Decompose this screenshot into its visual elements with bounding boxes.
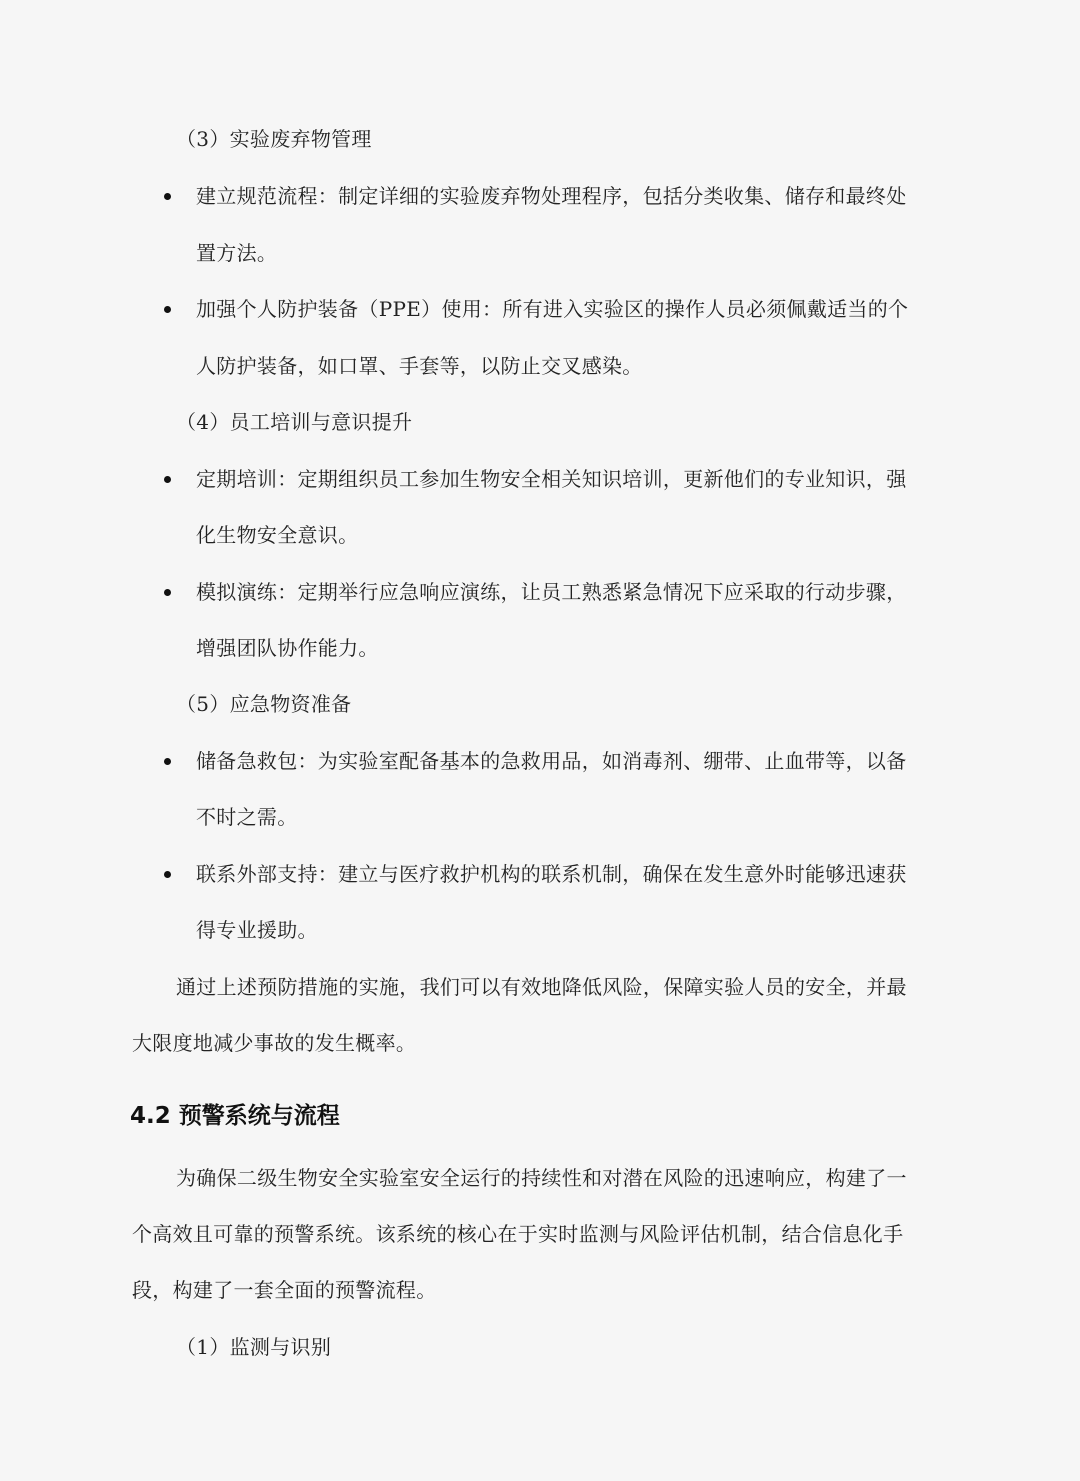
list-item-line: 得专业援助。 (196, 918, 318, 942)
section-4-title: （4）员工培训与意识提升 (176, 410, 413, 434)
section-3-title: （3）实验废弃物管理 (176, 127, 372, 151)
list-item-line: 储备急救包：为实验室配备基本的急救用品，如消毒剂、绷带、止血带等，以备 (196, 749, 907, 773)
list-item-line: 增强团队协作能力。 (196, 636, 379, 660)
intro-paragraph-line: 段，构建了一套全面的预警流程。 (132, 1278, 437, 1302)
list-item-line: 人防护装备，如口罩、手套等，以防止交叉感染。 (196, 354, 643, 378)
intro-paragraph-line: 为确保二级生物安全实验室安全运行的持续性和对潜在风险的迅速响应，构建了一 (176, 1166, 907, 1190)
list-item-line: 置方法。 (196, 241, 278, 265)
summary-paragraph-line: 大限度地减少事故的发生概率。 (132, 1031, 417, 1055)
list-item-line: 不时之需。 (196, 805, 298, 829)
bullet-icon (164, 871, 171, 878)
bullet-icon (164, 193, 171, 200)
list-item-line: 建立规范流程：制定详细的实验废弃物处理程序，包括分类收集、储存和最终处 (196, 184, 907, 208)
bullet-icon (164, 758, 171, 765)
list-item-line: 联系外部支持：建立与医疗救护机构的联系机制，确保在发生意外时能够迅速获 (196, 862, 907, 886)
list-item-line: 定期培训：定期组织员工参加生物安全相关知识培训，更新他们的专业知识，强 (196, 467, 907, 491)
bullet-icon (164, 476, 171, 483)
bullet-icon (164, 589, 171, 596)
section-5-title: （5）应急物资准备 (176, 692, 352, 716)
section-heading-4-2: 4.2 预警系统与流程 (130, 1103, 340, 1129)
intro-paragraph-line: 个高效且可靠的预警系统。该系统的核心在于实时监测与风险评估机制，结合信息化手 (132, 1222, 904, 1246)
list-item-line: 化生物安全意识。 (196, 523, 359, 547)
bullet-icon (164, 306, 171, 313)
subsection-1-title: （1）监测与识别 (176, 1335, 332, 1359)
summary-paragraph-line: 通过上述预防措施的实施，我们可以有效地降低风险，保障实验人员的安全，并最 (176, 975, 907, 999)
list-item-line: 模拟演练：定期举行应急响应演练，让员工熟悉紧急情况下应采取的行动步骤， (196, 580, 907, 604)
list-item-line: 加强个人防护装备（PPE）使用：所有进入实验区的操作人员必须佩戴适当的个 (196, 297, 909, 321)
